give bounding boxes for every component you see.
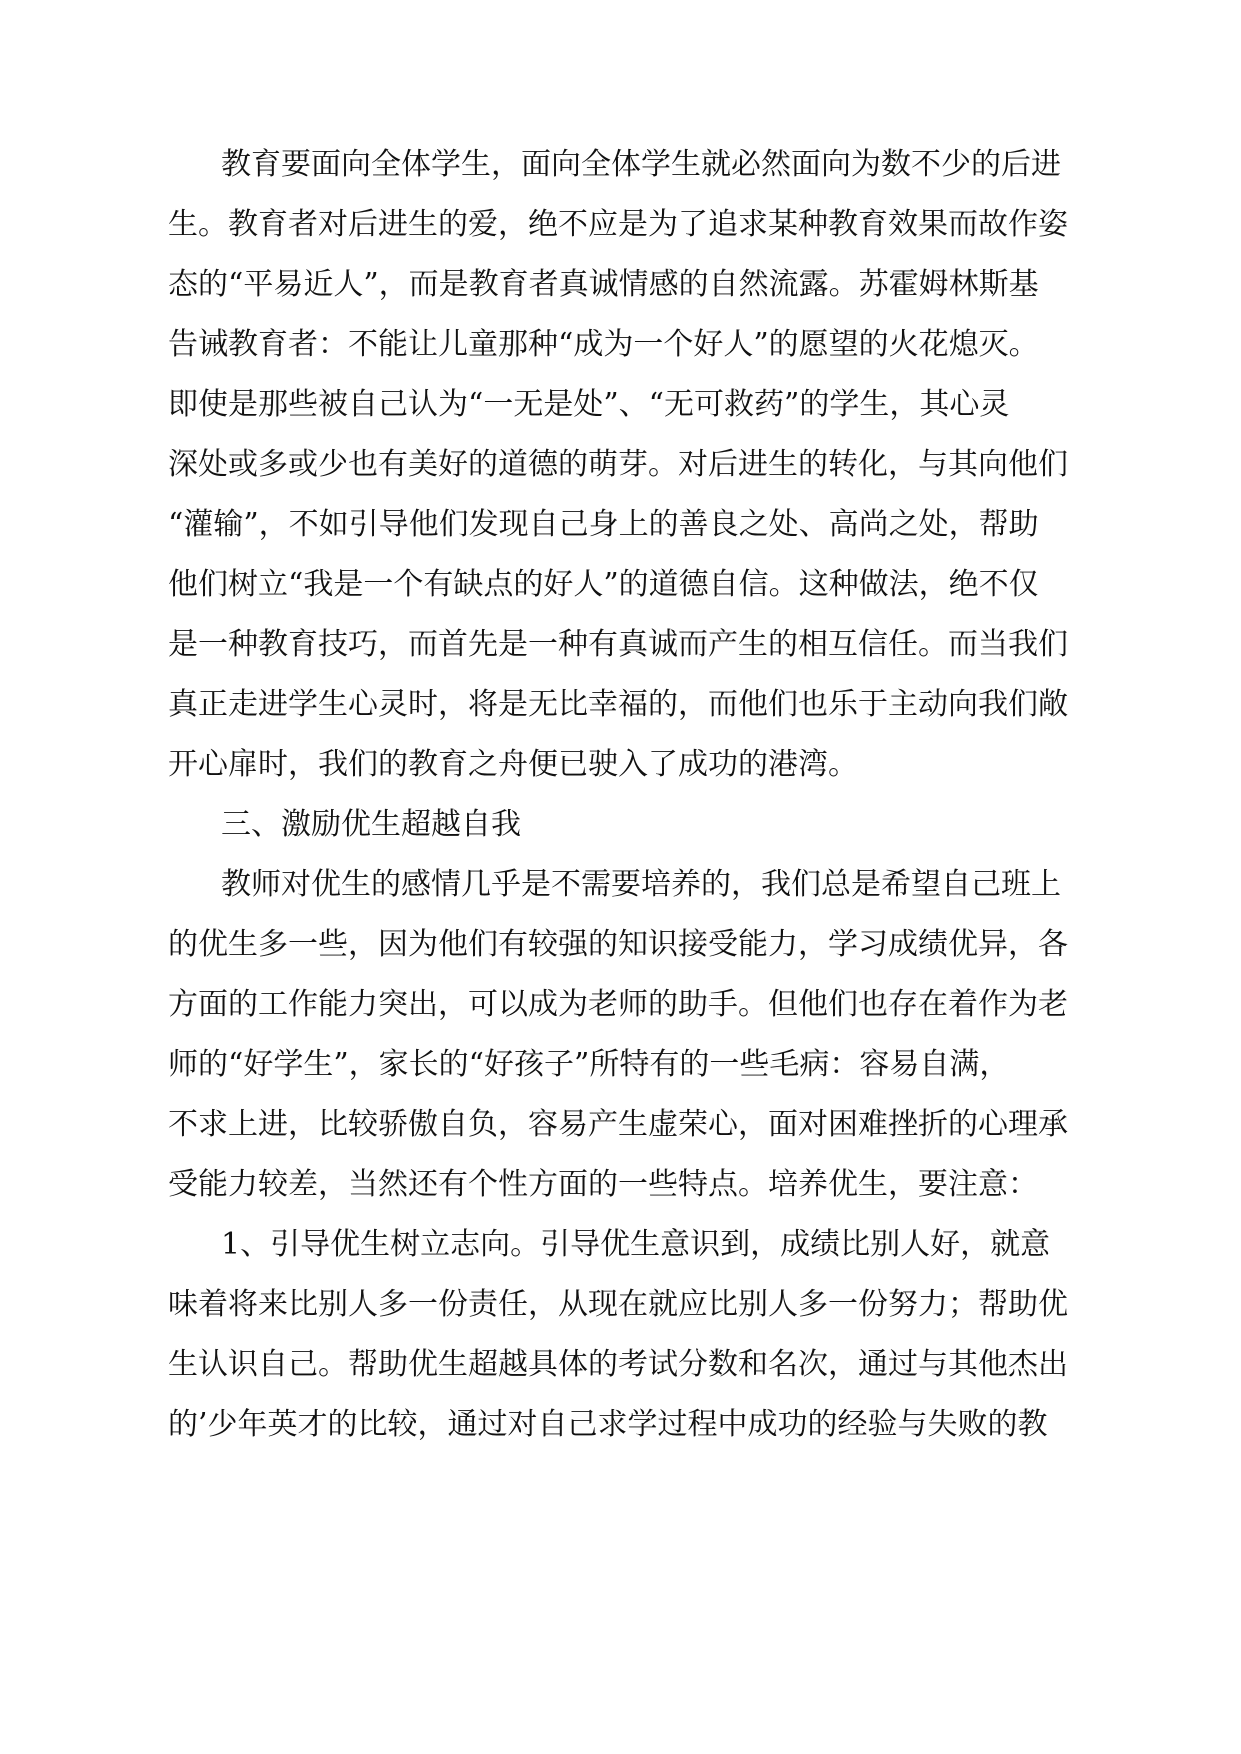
text-line: 真正走进学生心灵时，将是无比幸福的，而他们也乐于主动向我们敞 xyxy=(168,687,1068,722)
section-heading: 三、激励优生超越自我 xyxy=(221,807,521,842)
text-line: 的优生多一些，因为他们有较强的知识接受能力，学习成绩优异，各 xyxy=(168,927,1068,962)
text-line: 教育要面向全体学生，面向全体学生就必然面向为数不少的后进 xyxy=(221,147,1061,182)
text-line: 师的“好学生”，家长的“好孩子”所特有的一些毛病：容易自满， xyxy=(168,1047,1010,1082)
text-line: 生。教育者对后进生的爱，绝不应是为了追求某种教育效果而故作姿 xyxy=(168,207,1068,242)
text-line: 他们树立“我是一个有缺点的好人”的道德自信。这种做法，绝不仅 xyxy=(168,567,1039,602)
text-line: 方面的工作能力突出，可以成为老师的助手。但他们也存在着作为老 xyxy=(168,987,1068,1022)
text-line: 生认识自己。帮助优生超越具体的考试分数和名次，通过与其他杰出 xyxy=(168,1347,1068,1382)
text-line: 教师对优生的感情几乎是不需要培养的，我们总是希望自己班上 xyxy=(221,867,1061,902)
text-line: 味着将来比别人多一份责任，从现在就应比别人多一份努力；帮助优 xyxy=(168,1287,1068,1322)
text-line: 不求上进，比较骄傲自负，容易产生虚荣心，面对困难挫折的心理承 xyxy=(168,1107,1068,1142)
text-line: “灌输”，不如引导他们发现自己身上的善良之处、高尚之处，帮助 xyxy=(168,507,1039,542)
text-line: 开心扉时，我们的教育之舟便已驶入了成功的港湾。 xyxy=(168,747,858,782)
text-line: 告诫教育者：不能让儿童那种“成为一个好人”的愿望的火花熄灭。 xyxy=(168,327,1039,362)
text-line: 受能力较差，当然还有个性方面的一些特点。培养优生，要注意： xyxy=(168,1167,1038,1202)
text-line: 的’少年英才的比较，通过对自己求学过程中成功的经验与失败的教 xyxy=(168,1407,1048,1442)
text-line: 深处或多或少也有美好的道德的萌芽。对后进生的转化，与其向他们 xyxy=(168,447,1068,482)
text-line: 1、引导优生树立志向。引导优生意识到，成绩比别人好，就意 xyxy=(221,1227,1051,1262)
text-line: 即使是那些被自己认为“一无是处”、“无可救药”的学生，其心灵 xyxy=(168,387,1010,422)
text-line: 是一种教育技巧，而首先是一种有真诚而产生的相互信任。而当我们 xyxy=(168,627,1068,662)
text-line: 态的“平易近人”，而是教育者真诚情感的自然流露。苏霍姆林斯基 xyxy=(168,267,1039,302)
